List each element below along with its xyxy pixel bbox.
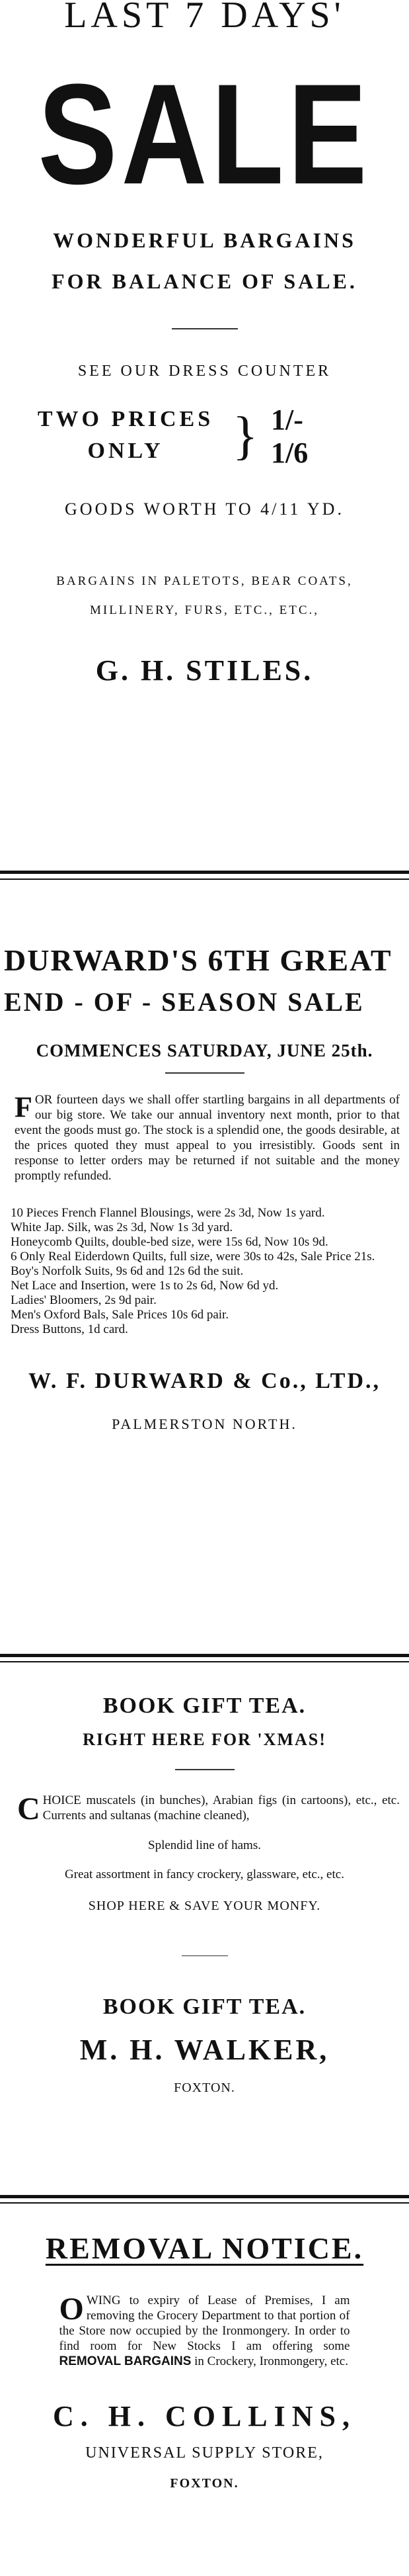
divider bbox=[172, 328, 238, 329]
divider bbox=[182, 1955, 228, 1956]
bargains-line-2: MILLINERY, FURS, ETC., ETC., bbox=[89, 603, 320, 617]
removal-text-end: in Crockery, Ironmongery, etc. bbox=[194, 2354, 348, 2368]
removal-notice-body bbox=[59, 2293, 350, 2369]
divider bbox=[165, 1072, 244, 1074]
durward-item-list bbox=[0, 1206, 409, 1337]
commences-text: COMMENCES SATURDAY, JUNE 25th. bbox=[36, 1041, 373, 1060]
intro-text: OR fourteen days we shall offer startling bargains in all departments of our big store. We take our annual inventory next month, prior to that event the goods must go. The stock is a splendid one, the goods desirable, at the prices quoted they must appeal to you irresistibly. Goods sent in response to letter orders may be returned if not suitable and the money promptly refunded. bbox=[15, 1093, 400, 1183]
book-gift-tea-title: BOOK GIFT TEA. bbox=[102, 1694, 307, 1718]
two-prices-group bbox=[0, 404, 409, 476]
durward-location: PALMERSTON NORTH. bbox=[112, 1416, 297, 1432]
choice-text: HOICE muscatels (in bunches), Arabian figs (in cartoons), etc., etc. Currents and sultanas (machine cleaned), bbox=[42, 1793, 400, 1823]
walker-merchant: M. H. WALKER, bbox=[79, 2034, 330, 2066]
collins-merchant: C. H. COLLINS, bbox=[52, 2400, 357, 2432]
list-item: Net Lace and Insertion, were 1s to 2s 6d, Now 6d yd. bbox=[11, 1279, 279, 1293]
two-prices-label: TWO PRICES bbox=[37, 407, 214, 431]
sale-banner: SALE bbox=[38, 54, 371, 215]
list-item: Boy's Norfolk Suits, 9s 6d and 12s 6d the suit. bbox=[11, 1264, 244, 1278]
durward-merchant: W. F. DURWARD & Co., LTD., bbox=[28, 1369, 381, 1393]
collins-ad bbox=[0, 2231, 409, 2492]
walker-location: FOXTON. bbox=[174, 2081, 235, 2095]
durward-headline-2: END - OF - SEASON SALE bbox=[4, 987, 365, 1017]
separator-rule bbox=[0, 879, 409, 880]
assortment-text: Great assortment in fancy crockery, glassware, etc., etc. bbox=[65, 1868, 344, 1881]
list-item: Dress Buttons, 1d card. bbox=[11, 1322, 128, 1336]
dropcap-o: O bbox=[59, 2292, 84, 2327]
collins-location: FOXTON. bbox=[170, 2476, 239, 2491]
shop-here-text: SHOP HERE & SAVE YOUR MONFY. bbox=[88, 1899, 321, 1913]
book-gift-tea-title-2: BOOK GIFT TEA. bbox=[102, 1995, 307, 2019]
list-item: Honeycomb Quilts, double-bed size, were 15s 6d, Now 10s 9d. bbox=[11, 1235, 328, 1249]
subhead-line-2: FOR BALANCE OF SALE. bbox=[52, 269, 357, 293]
list-item: Ladies' Bloomers, 2s 9d pair. bbox=[11, 1293, 157, 1307]
bargains-line-1: BARGAINS IN PALETOTS, BEAR COATS, bbox=[56, 574, 353, 588]
removal-bargains-text: REMOVAL BARGAINS bbox=[59, 2354, 192, 2368]
collins-store: UNIVERSAL SUPPLY STORE, bbox=[85, 2444, 324, 2462]
list-item: White Jap. Silk, was 2s 3d, Now 1s 3d yard. bbox=[11, 1221, 233, 1234]
removal-text: WING to expiry of Lease of Premises, I am removing the Grocery Department to that portion of the Store now occupied by the Ironmongery. In order to find room for New Stocks I am offering some bbox=[59, 2294, 350, 2353]
right-here-subtitle: RIGHT HERE FOR 'XMAS! bbox=[83, 1730, 326, 1749]
hams-text: Splendid line of hams. bbox=[148, 1838, 261, 1852]
only-label: ONLY bbox=[87, 439, 164, 463]
separator-rule bbox=[0, 2195, 409, 2198]
list-item: 10 Pieces French Flannel Blousings, were 2s 3d, Now 1s yard. bbox=[11, 1206, 325, 1220]
list-item: Men's Oxford Bals, Sale Prices 10s 6d pair. bbox=[11, 1308, 229, 1322]
dropcap-f: F bbox=[15, 1091, 32, 1123]
separator-rule bbox=[0, 1661, 409, 1662]
durward-intro bbox=[0, 1092, 409, 1183]
removal-notice-title: REMOVAL NOTICE. bbox=[45, 2231, 364, 2265]
durward-ad bbox=[0, 943, 409, 1434]
price-2: 1/6 bbox=[271, 437, 309, 469]
walker-ad bbox=[0, 1692, 409, 2096]
stiles-merchant: G. H. STILES. bbox=[95, 654, 314, 687]
durward-headline-1: DURWARD'S 6TH GREAT bbox=[4, 943, 392, 977]
brace-icon: } bbox=[233, 407, 258, 465]
separator-rule bbox=[0, 2202, 409, 2204]
headline-last-7-days: LAST 7 DAYS' bbox=[64, 0, 345, 36]
dress-counter-text: SEE OUR DRESS COUNTER bbox=[77, 363, 332, 380]
list-item: 6 Only Real Eiderdown Quilts, full size, were 30s to 42s, Sale Price 21s. bbox=[11, 1250, 375, 1264]
walker-choice bbox=[0, 1791, 409, 1826]
price-1: 1/- bbox=[271, 404, 303, 436]
goods-worth-text: GOODS WORTH TO 4/11 YD. bbox=[65, 499, 344, 519]
separator-rule bbox=[0, 871, 409, 874]
separator-rule bbox=[0, 1654, 409, 1657]
stiles-ad bbox=[0, 0, 409, 688]
dropcap-c: C bbox=[17, 1791, 40, 1826]
subhead-line-1: WONDERFUL BARGAINS bbox=[53, 228, 356, 252]
divider bbox=[175, 1769, 235, 1770]
